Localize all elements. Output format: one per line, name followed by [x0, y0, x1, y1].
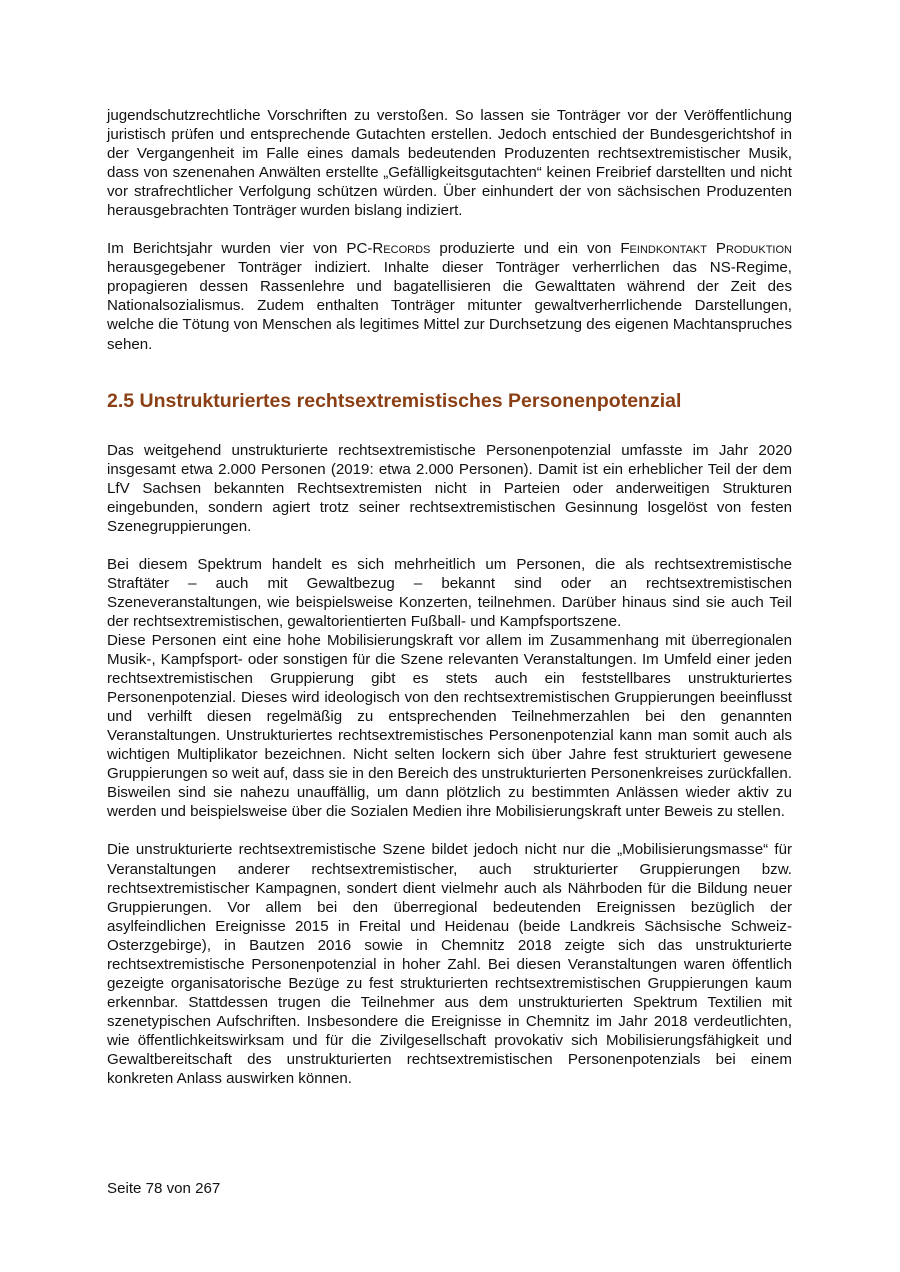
paragraph-4: Bei diesem Spektrum handelt es sich mehrheitlich um Personen, die als rechtsextremistische Straftäter – auch mit Gewaltbezug – bekannt sind oder an rechtsextremistischen Szeneveranstaltungen, wie beispielsweise Konzerten, teilnehmen. Darüber hinaus sind sie auch Teil der rechtsextremistischen, gewaltorientierten Fußball- und Kampfsportszene. [107, 555, 792, 630]
page-number-footer: Seite 78 von 267 [107, 1180, 221, 1197]
paragraph-2-text-3: herausgegebener Tonträger indiziert. Inhalte dieser Tonträger verherrlichen das NS-Regime, propagieren dessen Rassenlehre und bagatellisieren die Gewalttaten während der Zeit des Nationalsozialismus. Zudem enthalten Tonträger mitunter gewaltverherrlichende Darstellungen, welche die Tötung von Menschen als legitimes Mittel zur Durchsetzung des eigenen Machtanspruches sehen. [107, 259, 792, 353]
paragraph-3: Das weitgehend unstrukturierte rechtsextremistische Personenpotenzial umfasste im Jahr 2020 insgesamt etwa 2.000 Personen (2019: etwa 2.000 Personen). Damit ist ein erheblicher Teil der dem LfV Sachsen bekannten Rechtsextremisten nicht in Parteien oder anderweitigen Strukturen eingebunden, sondern agiert trotz seiner rechtsextremistischen Gesinnung losgelöst von festen Szenegruppierungen. [107, 441, 792, 535]
document-body [107, 106, 792, 1088]
paragraph-2 [107, 239, 792, 353]
paragraph-1: jugendschutzrechtliche Vorschriften zu verstoßen. So lassen sie Tonträger vor der Veröffentlichung juristisch prüfen und entsprechende Gutachten erstellen. Jedoch entschied der Bundesgerichtshof in der Vergangenheit im Falle eines damals bedeutenden Produzenten rechtsextremistischer Musik, dass von szenenahen Anwälten erstellte „Gefälligkeitsgutachten“ keinen Freibrief darstellten und nicht vor strafrechtlicher Verfolgung schützen würden. Über einhundert der von sächsischen Produzenten herausgebrachten Tonträger wurden bislang indiziert. [107, 107, 792, 220]
paragraph-5: Diese Personen eint eine hohe Mobilisierungskraft vor allem im Zusammenhang mit überregionalen Musik-, Kampfsport- oder sonstigen für die Szene relevanten Veranstaltungen. Im Umfeld einer jeden rechtsextremistischen Gruppierung gibt es stets auch ein feststellbares unstrukturiertes Personenpotenzial. Dieses wird ideologisch von den rechtsextremistischen Gruppierungen beeinflusst und verhilft diesen regelmäßig zu entsprechenden Teilnehmerzahlen bei den genannten Veranstaltungen. Unstrukturiertes rechtsextremistisches Personenpotenzial kann man somit auch als wichtigen Multiplikator bezeichnen. Nicht selten lockern sich über Jahre fest strukturiert gewesene Gruppierungen so weit auf, dass sie in den Bereich des unstrukturierten Personenkreises zurückfallen. Bisweilen sind sie nahezu unauffällig, um dann plötzlich zu bestimmten Anlässen wieder aktiv zu werden und beispielsweise über die Sozialen Medien ihre Mobilisierungskraft unter Beweis zu stellen. [107, 631, 792, 821]
paragraph-2-text-1: Im Berichtsjahr wurden vier von [107, 240, 347, 258]
label-feindkontakt-produktion: Feindkontakt Produktion [620, 240, 792, 258]
section-heading: 2.5 Unstrukturiertes rechtsextremistisches Personenpotenzial [107, 389, 682, 412]
label-pc-records: PC-Records [346, 240, 431, 258]
paragraph-2-text-2: produzierte und ein von [430, 240, 621, 258]
paragraph-6: Die unstrukturierte rechtsextremistische Szene bildet jedoch nicht nur die „Mobilisierungsmasse“ für Veranstaltungen anderer rechtsextremistischer, auch strukturierter Gruppierungen bzw. rechtsextremistischer Kampagnen, sondert dient vielmehr auch als Nährboden für die Bildung neuer Gruppierungen. Vor allem bei den überregional bedeutenden Ereignissen bezüglich der asylfeindlichen Ereignisse 2015 in Freital und Heidenau (beide Landkreis Sächsische Schweiz-Osterzgebirge), in Bautzen 2016 sowie in Chemnitz 2018 zeigte sich das unstrukturierte rechtsextremistische Personenpotenzial in hoher Zahl. Bei diesen Veranstaltungen waren öffentlich gezeigte organisatorische Bezüge zu fest strukturierten rechtsextremistischen Gruppierungen kaum erkennbar. Stattdessen trugen die Teilnehmer aus dem unstrukturierten Spektrum Textilien mit szenetypischen Aufschriften. Insbesondere die Ereignisse in Chemnitz im Jahr 2018 verdeutlichten, wie öffentlichkeitswirksam und für die Zivilgesellschaft provokativ sich Mobilisierungsfähigkeit und Gewaltbereitschaft des unstrukturierten rechtsextremistischen Personenpotenzials bei einem konkreten Anlass auswirken können. [107, 841, 792, 1088]
